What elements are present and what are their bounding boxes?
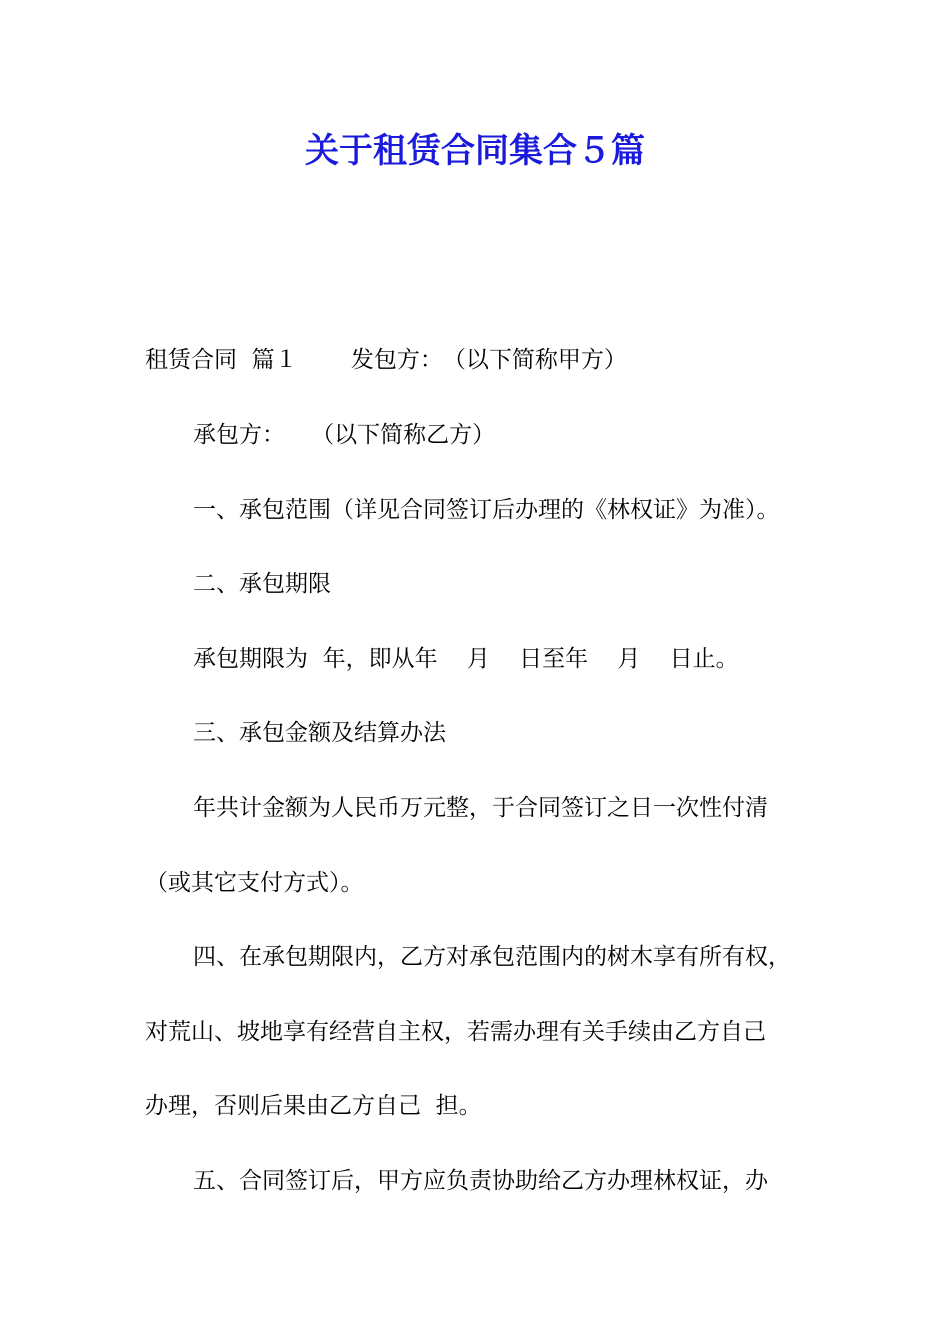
paragraph-line: 租赁合同 篇１ 发包方： （以下简称甲方） [145, 347, 627, 373]
document-title: 关于租赁合同集合５篇 [305, 131, 645, 171]
paragraph-line: 二、承包期限 [193, 571, 331, 597]
paragraph-line: 四、在承包期限内，乙方对承包范围内的树木享有所有权， [193, 944, 791, 970]
paragraph-line: 年共计金额为人民币万元整，于合同签订之日一次性付清 [193, 795, 768, 821]
paragraph-line: 办理，否则后果由乙方自己 担。 [145, 1093, 482, 1119]
paragraph-line: 承包期限为 年，即从年 月 日至年 月 日止。 [193, 646, 739, 672]
paragraph-line: 一、承包范围（详见合同签订后办理的《林权证》为准）。 [193, 497, 780, 523]
paragraph-line: 承包方： （以下简称乙方） [193, 422, 496, 448]
paragraph-line: （或其它支付方式）。 [145, 870, 364, 896]
paragraph-line: 对荒山、坡地享有经营自主权，若需办理有关手续由乙方自己 [145, 1019, 766, 1045]
paragraph-line: 三、承包金额及结算办法 [193, 720, 446, 746]
paragraph-line: 五、合同签订后，甲方应负责协助给乙方办理林权证，办 [193, 1168, 768, 1194]
